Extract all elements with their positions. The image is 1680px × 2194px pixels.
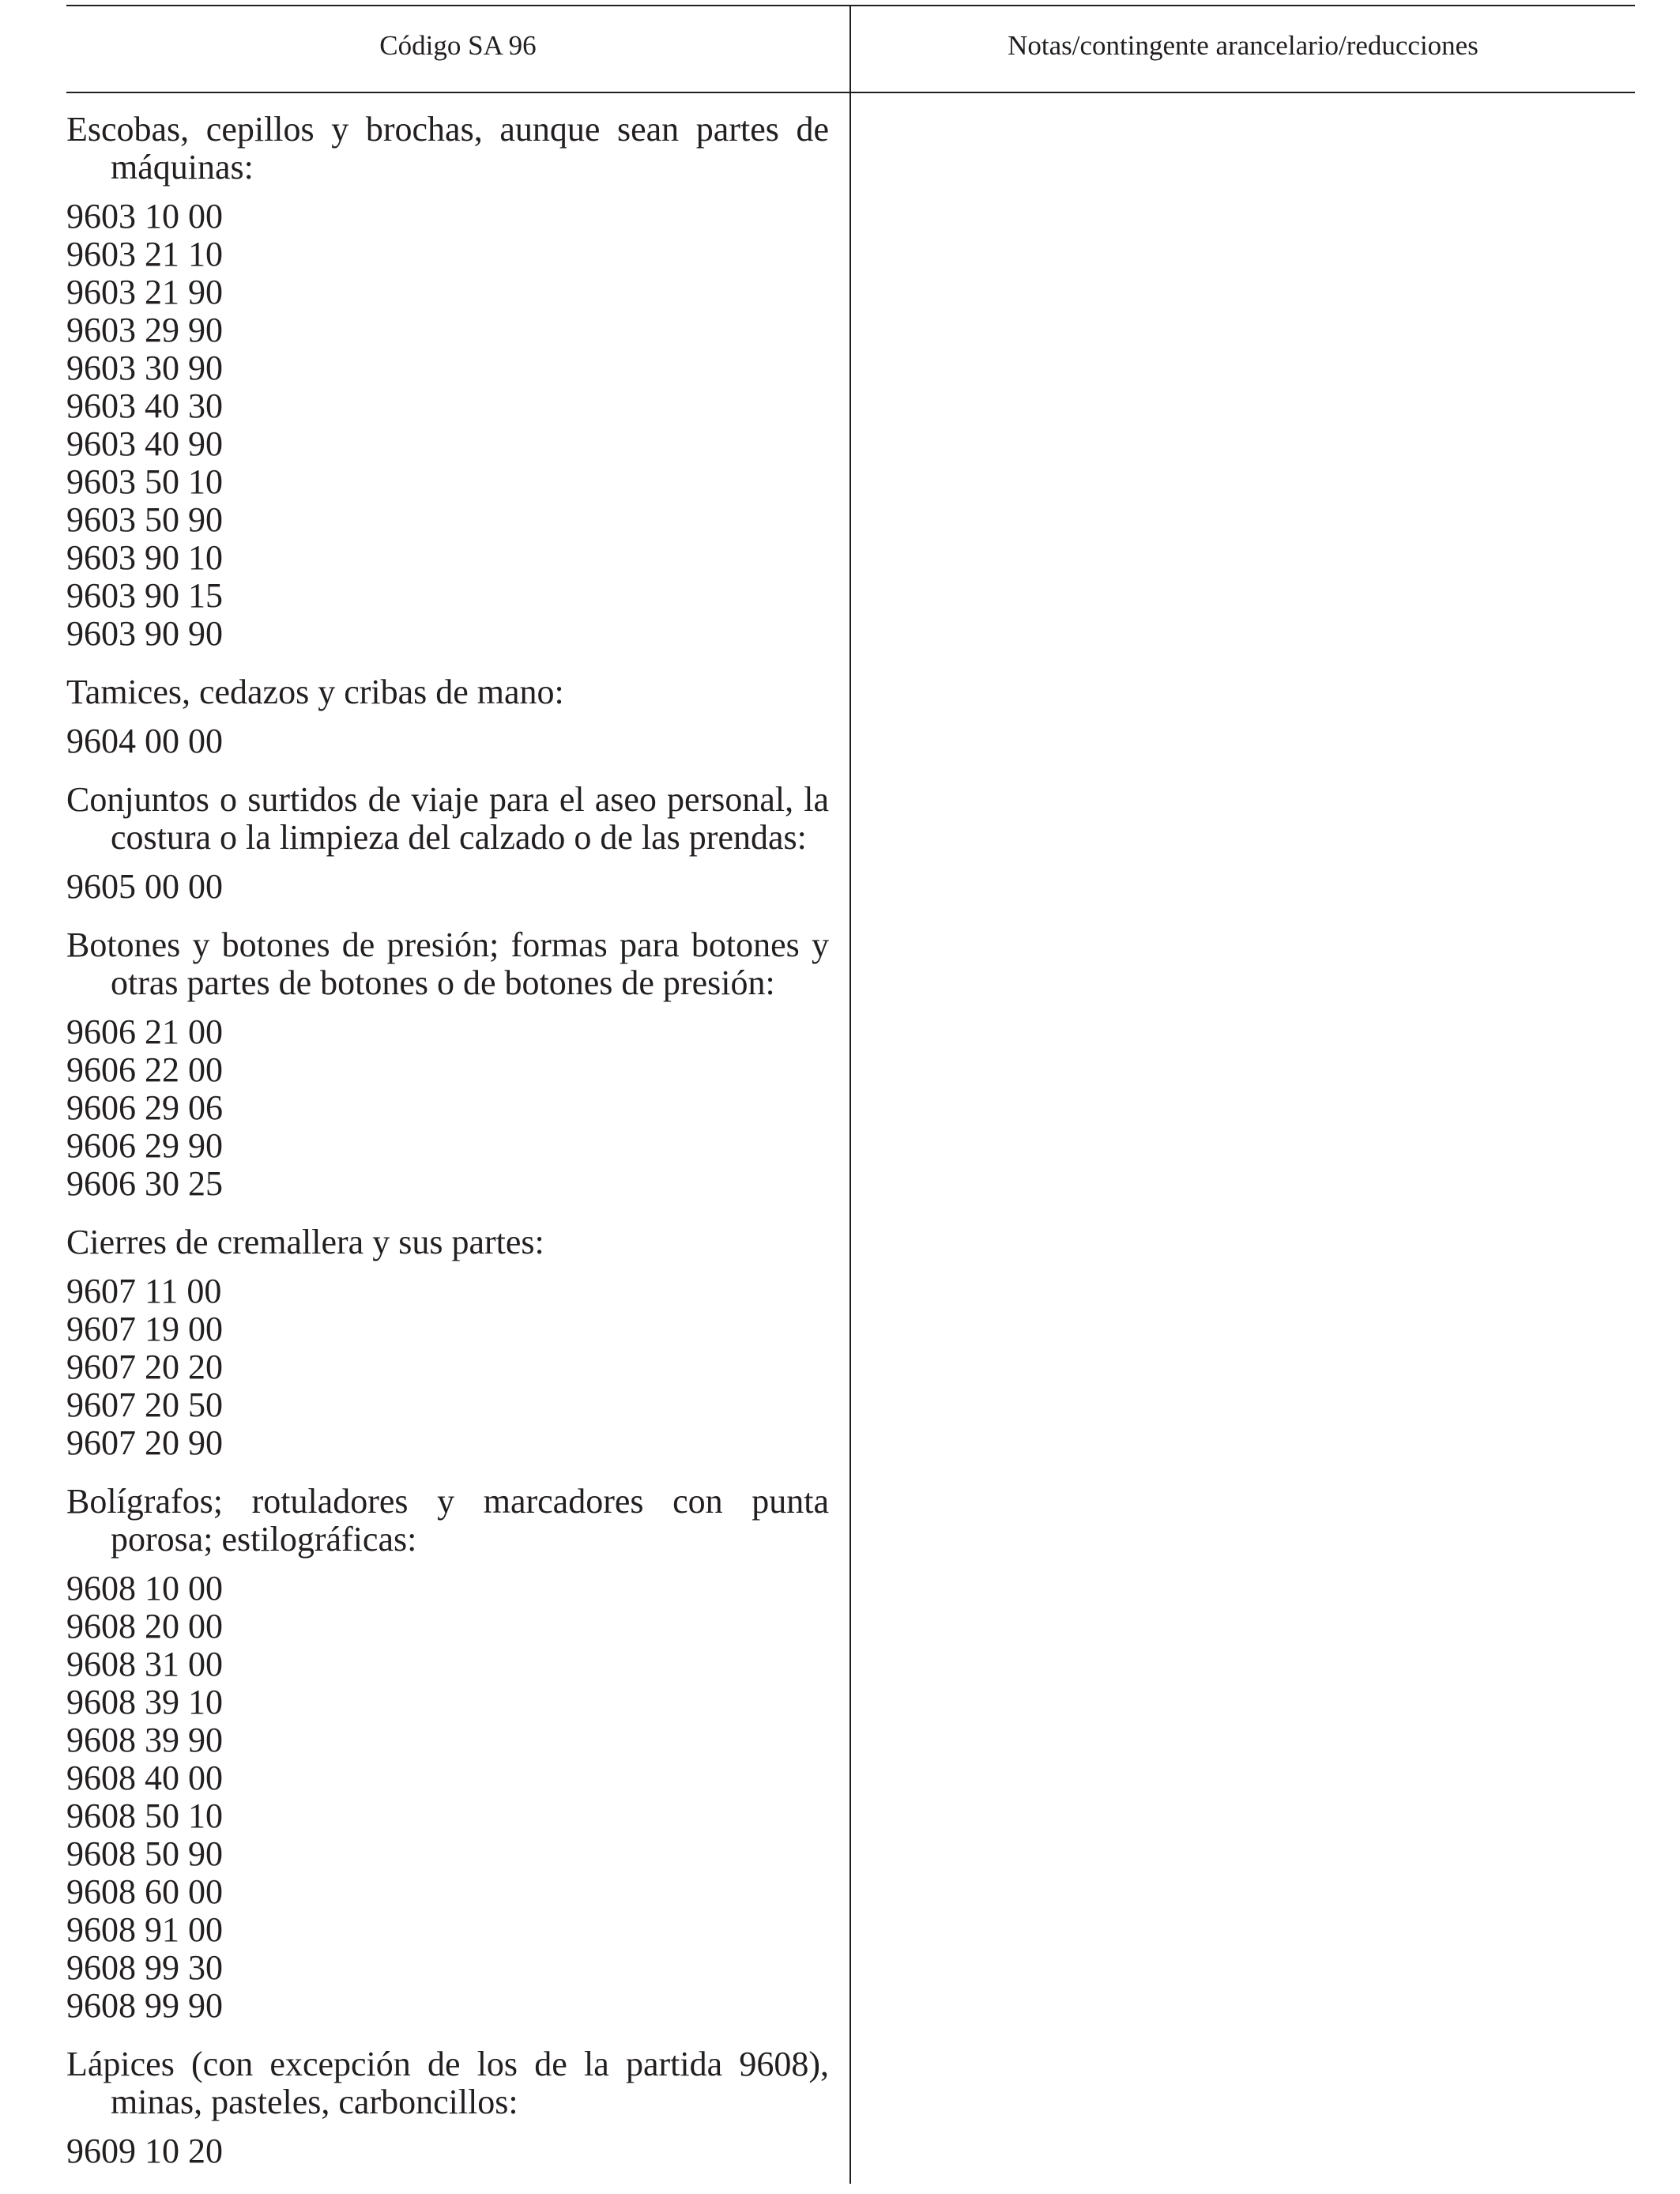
hs-code: 9608 99 90: [66, 1986, 223, 2025]
hs-code: 9604 00 00: [66, 722, 223, 760]
hs-code: 9607 20 90: [66, 1423, 223, 1462]
hs-code: 9608 50 90: [66, 1834, 223, 1873]
section-heading: Cierres de cremallera y sus partes:: [66, 1223, 544, 1261]
hs-code: 9606 30 25: [66, 1164, 223, 1203]
heading-section: [66, 1483, 829, 2045]
hs-code: 9603 40 90: [66, 424, 223, 463]
hs-code: 9603 21 10: [66, 235, 223, 273]
heading-section: [66, 781, 829, 926]
hs-code: 9603 50 10: [66, 462, 223, 501]
hs-code: 9608 10 00: [66, 1569, 223, 1608]
hs-code: 9603 50 90: [66, 500, 223, 539]
hs-code: 9603 90 90: [66, 614, 223, 653]
hs-code: 9608 31 00: [66, 1645, 223, 1683]
hs-code: 9609 10 20: [66, 2132, 223, 2170]
hs-code: 9608 39 10: [66, 1683, 223, 1721]
section-heading: Bolígrafos; rotuladores y marcadores con punta porosa; estilográficas:: [66, 1482, 829, 1559]
heading-section: [66, 111, 829, 673]
hs-code-list: [66, 722, 829, 760]
hs-code: 9608 39 90: [66, 1721, 223, 1759]
section-spacer: [66, 2025, 829, 2045]
section-spacer: [66, 1203, 829, 1223]
hs-code: 9606 21 00: [66, 1012, 223, 1051]
hs-code-list: [66, 1272, 829, 1462]
hs-code: 9603 10 00: [66, 197, 223, 236]
section-spacer: [66, 653, 829, 673]
section-spacer: [66, 906, 829, 926]
hs-code: 9608 99 30: [66, 1948, 223, 1987]
code-column: [66, 111, 829, 2170]
hs-code: 9606 29 90: [66, 1126, 223, 1165]
hs-code: 9607 20 50: [66, 1385, 223, 1424]
section-heading: Conjuntos o surtidos de viaje para el aseo personal, la costura o la limpieza del calzado o de las prendas:: [66, 780, 829, 857]
section-heading: Tamices, cedazos y cribas de mano:: [66, 673, 564, 711]
hs-code: 9603 90 15: [66, 576, 223, 615]
heading-section: [66, 926, 829, 1223]
hs-code: 9608 40 00: [66, 1759, 223, 1797]
section-heading: Botones y botones de presión; formas para botones y otras partes de botones o de botones de presión:: [66, 925, 829, 1002]
section-heading: Lápices (con excepción de los de la partida 9608), minas, pasteles, carboncillos:: [66, 2045, 829, 2121]
hs-code-list: [66, 868, 829, 906]
section-spacer: [66, 760, 829, 781]
hs-code: 9607 11 00: [66, 1272, 222, 1310]
section-heading: Escobas, cepillos y brochas, aunque sean partes de máquinas:: [66, 110, 829, 187]
hs-code: 9608 50 10: [66, 1796, 223, 1835]
hs-code: 9603 21 90: [66, 273, 223, 311]
hs-code-list: [66, 2132, 829, 2170]
column-divider: [849, 5, 851, 2184]
hs-code: 9606 22 00: [66, 1050, 223, 1089]
hs-code: 9603 40 30: [66, 386, 223, 425]
hs-code: 9607 19 00: [66, 1310, 223, 1348]
heading-section: [66, 2045, 829, 2170]
hs-code-list: [66, 198, 829, 653]
heading-section: [66, 1223, 829, 1483]
section-spacer: [66, 1462, 829, 1483]
heading-section: [66, 673, 829, 781]
hs-code-list: [66, 1570, 829, 2025]
hs-code: 9608 20 00: [66, 1607, 223, 1646]
hs-code: 9607 20 20: [66, 1348, 223, 1386]
hs-code: 9603 90 10: [66, 538, 223, 577]
hs-code: 9606 29 06: [66, 1088, 223, 1127]
column-header-code: Código SA 96: [379, 30, 537, 61]
hs-code: 9608 91 00: [66, 1910, 223, 1949]
hs-code: 9608 60 00: [66, 1872, 223, 1911]
column-header-notes: Notas/contingente arancelario/reducciones: [1008, 30, 1478, 61]
hs-code-list: [66, 1013, 829, 1203]
hs-code: 9603 29 90: [66, 311, 223, 349]
hs-code: 9603 30 90: [66, 349, 223, 387]
hs-code: 9605 00 00: [66, 867, 223, 906]
